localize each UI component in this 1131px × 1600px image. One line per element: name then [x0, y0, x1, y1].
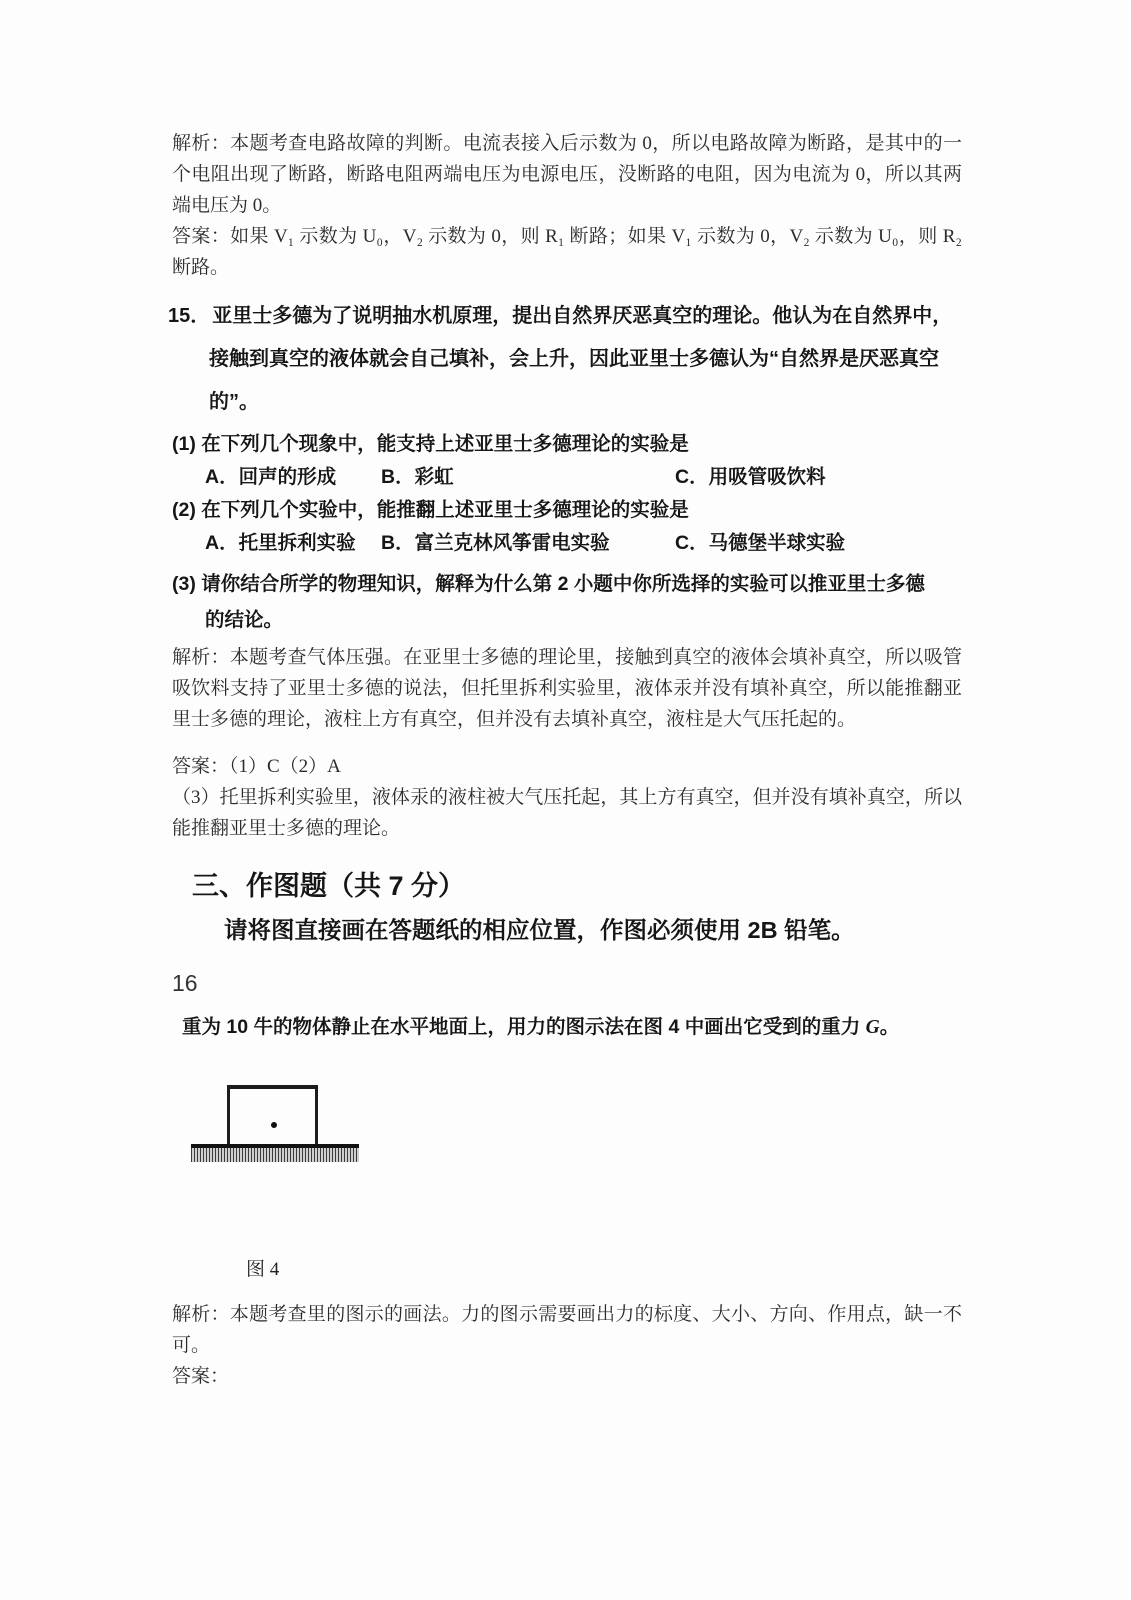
option-c: C．马德堡半球实验 [675, 532, 846, 554]
question-15-line-1 [168, 295, 962, 338]
section-3-title: 三、作图题（共 7 分） [192, 871, 466, 901]
action-point-dot [271, 1122, 277, 1128]
option-c: C．用吸管吸饮料 [675, 466, 826, 488]
q15-subquestion-2: (2) 在下列几个实验中，能推翻上述亚里士多德理论的实验是 [172, 499, 689, 521]
option-b: B．富兰克林风筝雷电实验 [381, 532, 610, 554]
force-diagram-figure [191, 1085, 359, 1162]
question-15-stem [168, 295, 962, 424]
q16-answer-label: 答案： [172, 1366, 230, 1387]
q15-subquestion-1: (1) 在下列几个现象中，能支持上述亚里士多德理论的实验是 [172, 433, 689, 455]
question-16-number: 16 [172, 970, 198, 996]
q15-subquestion-2-options [172, 527, 962, 560]
question-15-number: 15． [168, 305, 211, 327]
q15-analysis-paragraph: 解析：本题考查气体压强。在亚里士多德的理论里，接触到真空的液体会填补真空，所以吸管吸饮料支持了亚里士多德的说法，但托里拆利实验里，液体汞并没有填补真空，所以能推翻亚里士多德的理论，液柱上方有真空，但并没有去填补真空，液柱是大气压托起的。 [172, 647, 962, 730]
q15-subquestion-3 [172, 566, 962, 638]
q15-subquestion-1-options [172, 461, 962, 494]
q14-analysis-paragraph: 解析：本题考查电路故障的判断。电流表接入后示数为 0，所以电路故障为断路，是其中的一个电阻出现了断路，断路电阻两端电压为电源电压，没断路的电阻，因为电流为 0，所以其两端电压为 0。 [172, 133, 962, 216]
question-15-line-3: 的”。 [209, 391, 259, 413]
option-a: A．托里拆利实验 [205, 532, 356, 554]
gravity-symbol: G [865, 1017, 880, 1038]
ground-hatching [191, 1144, 359, 1162]
q15-answer-line-2: （3）托里拆利实验里，液体汞的液柱被大气压托起，其上方有真空，但并没有填补真空，所以能推翻亚里士多德的理论。 [172, 787, 962, 839]
option-b: B．彩虹 [381, 466, 454, 488]
q15-answer-block [172, 751, 962, 844]
question-15-line-2: 接触到真空的液体就会自己填补，会上升，因此亚里士多德认为“自然界是厌恶真空 [209, 348, 939, 370]
question-15-stem-text-1: 亚里士多德为了说明抽水机原理，提出自然界厌恶真空的理论。他认为在自然界中， [212, 305, 953, 327]
q15-subquestion-3-line-2: 的结论。 [205, 609, 284, 631]
question-16-stem [182, 1012, 962, 1043]
q16-analysis-paragraph: 解析：本题考查里的图示的画法。力的图示需要画出力的标度、大小、方向、作用点，缺一不可。 [172, 1304, 962, 1356]
object-block [227, 1085, 318, 1149]
section-3-instruction: 请将图直接画在答题纸的相应位置，作图必须使用 2B 铅笔。 [224, 917, 855, 943]
figure-4-caption: 图 4 [246, 1259, 280, 1280]
q16-stem-text: 重为 10 牛的物体静止在水平地面上，用力的图示法在图 4 中画出它受到的重力 [182, 1016, 866, 1038]
q14-answer-paragraph: 答案：如果 V₁ 示数为 U₀，V₂ 示数为 0，则 R₁ 断路；如果 V₁ 示数为 0，V₂ 示数为 U₀，则 R₂ 断路。 [172, 226, 962, 278]
q16-stem-period: 。 [879, 1016, 900, 1038]
option-a: A．回声的形成 [205, 466, 337, 488]
q15-answer-line-1: 答案：（1）C（2）A [172, 756, 341, 777]
q15-subquestion-3-line-1: (3) 请你结合所学的物理知识，解释为什么第 2 小题中你所选择的实验可以推亚里士多德 [172, 573, 925, 595]
